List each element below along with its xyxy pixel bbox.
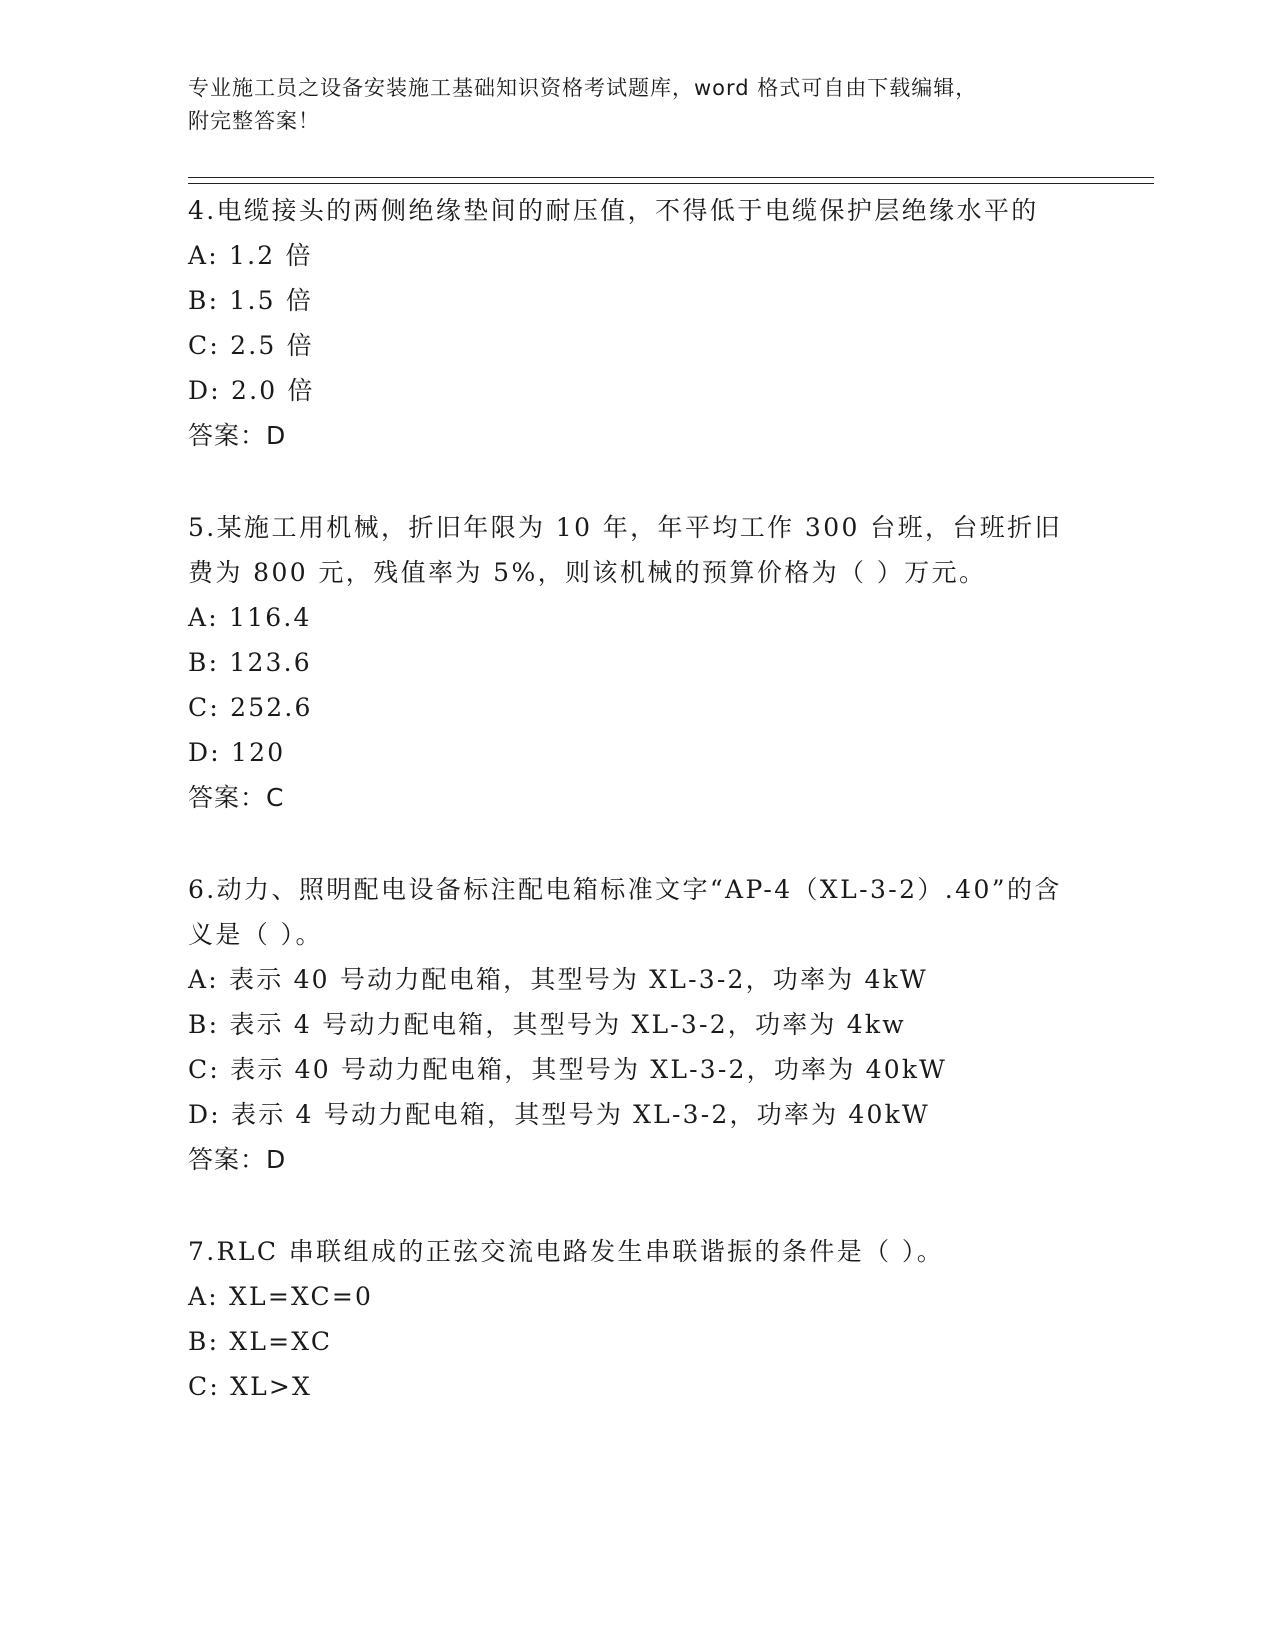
answer-label: 答案：D xyxy=(188,421,287,450)
question-7 xyxy=(188,1229,1088,1409)
question-6 xyxy=(188,867,1088,1182)
question-list xyxy=(188,188,1088,1409)
header-line-2: 附完整答案！ xyxy=(188,109,320,133)
answer-label: 答案：D xyxy=(188,1145,287,1174)
option-c: C: 2.5 倍 xyxy=(188,331,314,360)
question-text: 6.动力、照明配电设备标注配电箱标准文字“AP-4（XL-3-2）.40”的含义是（ ）。 xyxy=(188,875,1062,949)
header-divider-bottom xyxy=(188,183,1154,184)
question-text: 7.RLC 串联组成的正弦交流电路发生串联谐振的条件是（ ）。 xyxy=(188,1237,945,1266)
question-text: 4.电缆接头的两侧绝缘垫间的耐压值，不得低于电缆保护层绝缘水平的 xyxy=(188,196,1039,225)
option-d: D: 2.0 倍 xyxy=(188,376,315,405)
option-c: C: XL>X xyxy=(188,1372,313,1401)
option-a: A: XL=XC=0 xyxy=(188,1282,374,1311)
option-a: A: 116.4 xyxy=(188,603,312,632)
question-spacer xyxy=(188,458,1088,505)
option-b: B: 1.5 倍 xyxy=(188,286,314,315)
question-4 xyxy=(188,188,1088,458)
option-a: A: 1.2 倍 xyxy=(188,241,313,270)
question-spacer xyxy=(188,1182,1088,1229)
option-b: B: 123.6 xyxy=(188,648,312,677)
option-d: D: 120 xyxy=(188,738,286,767)
header-line-1: 专业施工员之设备安装施工基础知识资格考试题库，word 格式可自由下载编辑， xyxy=(188,76,978,100)
document-header xyxy=(188,72,1088,138)
question-spacer xyxy=(188,820,1088,867)
option-c: C: 表示 40 号动力配电箱，其型号为 XL-3-2，功率为 40kW xyxy=(188,1055,948,1084)
option-d: D: 表示 4 号动力配电箱，其型号为 XL-3-2，功率为 40kW xyxy=(188,1100,930,1129)
answer-label: 答案：C xyxy=(188,783,285,812)
option-c: C: 252.6 xyxy=(188,693,313,722)
option-b: B: XL=XC xyxy=(188,1327,333,1356)
question-5 xyxy=(188,505,1088,820)
header-divider-top xyxy=(188,177,1154,178)
option-a: A: 表示 40 号动力配电箱，其型号为 XL-3-2，功率为 4kW xyxy=(188,965,928,994)
option-b: B: 表示 4 号动力配电箱，其型号为 XL-3-2，功率为 4kw xyxy=(188,1010,906,1039)
question-text: 5.某施工用机械，折旧年限为 10 年，年平均工作 300 台班，台班折旧费为 800 元，残值率为 5%，则该机械的预算价格为（ ）万元。 xyxy=(188,513,1062,587)
